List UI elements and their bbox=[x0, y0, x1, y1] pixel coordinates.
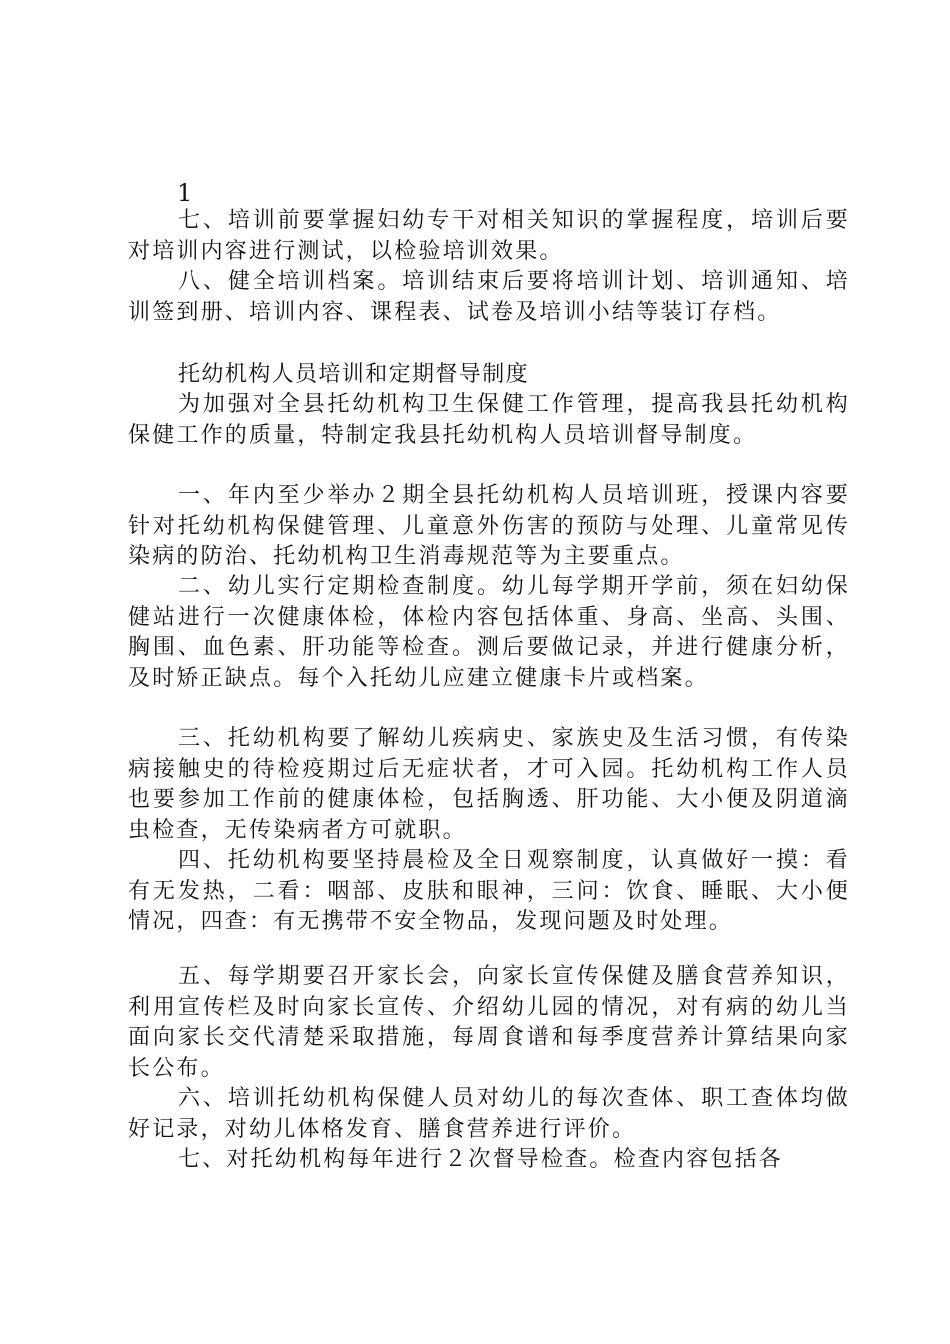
paragraph-item-6: 六、培训托幼机构保健人员对幼儿的每次查体、职工查体均做好记录，对幼儿体格发育、膳食营养进行评价。 bbox=[128, 1086, 850, 1142]
paragraph-item-3: 三、托幼机构要了解幼儿疾病史、家族史及生活习惯，有传染病接触史的待检疫期过后无症状者，才可入园。托幼机构工作人员也要参加工作前的健康体检，包括胸透、肝功能、大小便及阴道滴虫检查，无传染病者方可就职。 bbox=[128, 726, 850, 843]
paragraph-training-archive: 八、健全培训档案。培训结束后要将培训计划、培训通知、培训签到册、培训内容、课程表、试卷及培训小结等装订存档。 bbox=[128, 269, 850, 325]
paragraph-item-5: 五、每学期要召开家长会，向家长宣传保健及膳食营养知识，利用宣传栏及时向家长宣传、介绍幼儿园的情况，对有病的幼儿当面向家长交代清楚采取措施，每周食谱和每季度营养计算结果向家长公布。 bbox=[128, 964, 850, 1081]
page-number: 1 bbox=[177, 179, 193, 207]
paragraph-item-4: 四、托幼机构要坚持晨检及全日观察制度，认真做好一摸：看有无发热，二看：咽部、皮肤和眼神，三问：饮食、睡眠、大小便情况，四查：有无携带不安全物品，发现问题及时处理。 bbox=[128, 848, 850, 934]
section-heading: 托幼机构人员培训和定期督导制度 bbox=[178, 362, 530, 387]
paragraph-intro: 为加强对全县托幼机构卫生保健工作管理，提高我县托幼机构保健工作的质量，特制定我县托幼机构人员培训督导制度。 bbox=[128, 392, 850, 448]
paragraph-training-assessment: 七、培训前要掌握妇幼专干对相关知识的掌握程度，培训后要对培训内容进行测试，以检验培训效果。 bbox=[128, 208, 850, 264]
paragraph-item-1: 一、年内至少举办２期全县托幼机构人员培训班，授课内容要针对托幼机构保健管理、儿童意外伤害的预防与处理、儿童常见传染病的防治、托幼机构卫生消毒规范等为主要重点。 bbox=[128, 483, 850, 569]
paragraph-item-7: 七、对托幼机构每年进行２次督导检查。检查内容包括各 bbox=[178, 1147, 784, 1172]
paragraph-item-2: 二、幼儿实行定期检查制度。幼儿每学期开学前，须在妇幼保健站进行一次健康体检，体检内容包括体重、身高、坐高、头围、胸围、血色素、肝功能等检查。测后要做记录，并进行健康分析，及时矫正缺点。每个入托幼儿应建立健康卡片或档案。 bbox=[128, 574, 850, 691]
